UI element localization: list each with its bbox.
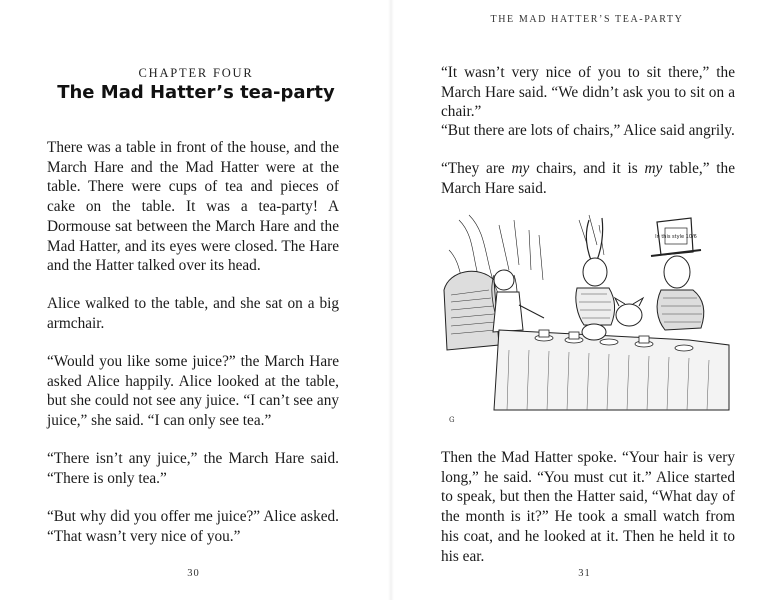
page-number-right: 31 [578,568,591,579]
paragraph-8 [441,159,735,198]
paragraph-4: “There isn’t any juice,” the March Hare said. “There is only tea.” [47,450,339,487]
tea-party-illustration [439,210,733,430]
chapter-label: CHAPTER FOUR [138,66,254,80]
text-run: table,” the March Hare said. [441,160,735,197]
paragraph-5: “But why did you offer me juice?” Alice asked. “That wasn’t very nice of you.” [47,508,339,545]
emphasis-my-1: my [511,160,530,177]
paragraph-1: There was a table in front of the house, and the March Hare and the Mad Hatter were at the table. There were cups of tea and pieces of cake on the table. It was a tea-party! A Dormouse sat between the March Hare and the Mad Hatter, and its eyes were closed. The Hare and the Hatter talked over its head. [47,139,339,275]
paragraph-7: “But there are lots of chairs,” Alice said angrily. [441,122,735,139]
text-run: chairs, and it is [529,160,645,177]
paragraph-6: “It wasn’t very nice of you to sit there,” the March Hare said. “We didn’t ask you to sit on a chair.” [441,64,735,121]
text-run: “They are [441,160,512,177]
paragraph-9: Then the Mad Hatter spoke. “Your hair is very long,” he said. “You must cut it.” Alice started to speak, but then the Hatter said, “What day of the month is it?” He took a small watch from his coat, and he looked at it. Then he held it to his ear. [441,449,735,565]
page-number-left: 30 [187,568,200,579]
paragraph-2: Alice walked to the table, and she sat on a big armchair. [47,295,339,332]
paragraph-3: “Would you like some juice?” the March Hare asked Alice happily. Alice looked at the table, but she could not see any juice. “I can’t see any juice,” she said. “I can only see tea.” [47,353,339,430]
chapter-title: The Mad Hatter’s tea-party [57,82,335,103]
emphasis-my-2: my [644,160,663,177]
right-page [391,0,782,600]
hat-label-text: In this style 10/6 [655,234,697,240]
svg-text:G: G [449,416,455,424]
running-head: THE MAD HATTER’S TEA-PARTY [490,14,684,25]
engraving-drawing [439,210,733,430]
